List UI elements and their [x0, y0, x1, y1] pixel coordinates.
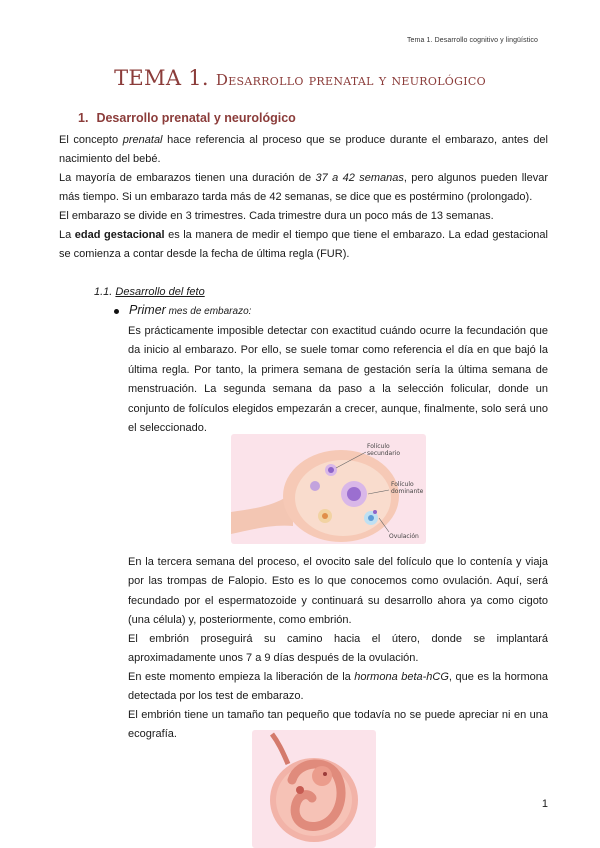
intro-paragraph-4 — [59, 226, 548, 265]
bullet-dot-icon — [114, 309, 119, 314]
section-heading — [78, 111, 296, 125]
text: En este momento empieza la liberación de la — [128, 671, 355, 683]
running-header: Tema 1. Desarrollo cognitivo y lingüístico — [406, 37, 538, 44]
text: , que es la hormona detectada por los test de embarazo. — [128, 671, 548, 703]
page-number: 1 — [541, 798, 548, 810]
emphasis: prenatal — [122, 134, 163, 146]
intro-paragraph-3: El embarazo se divide en 3 trimestres. Cada trimestre dura un poco más de 13 semanas. — [59, 210, 494, 222]
follicle-illustration — [231, 434, 426, 544]
follicle-figure — [231, 434, 426, 544]
title-rest: Desarrollo prenatal y neurológico — [215, 71, 486, 89]
bullet-small: mes de embarazo: — [165, 306, 252, 317]
embryo-illustration — [252, 730, 376, 848]
bullet-big: Primer — [129, 303, 166, 317]
subsection-heading-text: Desarrollo del feto — [115, 286, 205, 298]
emphasis: hormona beta-hCG — [354, 671, 449, 683]
intro-paragraph-1 — [59, 131, 548, 170]
subsection-heading — [94, 286, 205, 298]
section-heading-text: Desarrollo prenatal y neurológico — [96, 111, 296, 125]
label-dominant-2: dominante — [391, 488, 424, 495]
emphasis: 37 a 42 semanas — [315, 172, 404, 184]
text: hace referencia al proceso que se produce durante el embarazo, antes del nacimiento del bebé. — [59, 134, 548, 166]
page-title — [0, 66, 600, 90]
text: , pero algunos pueden llevar más tiempo. Si un embarazo tarda más de 42 semanas, se dice que es postérmino (prolongado). — [59, 172, 549, 204]
body-paragraph-4 — [128, 668, 548, 707]
label-secondary-1: Folículo — [367, 443, 390, 450]
title-main: TEMA 1. — [114, 66, 209, 90]
embryo-figure — [252, 730, 376, 848]
body-paragraph-3: El embrión proseguirá su camino hacia el útero, donde se implantará aproximadamente unos 7 a 9 días después de la ovulación. — [128, 633, 548, 665]
label-secondary-2: secundario — [367, 450, 401, 457]
body-paragraph-5: El embrión tiene un tamaño tan pequeño que todavía no se puede apreciar ni en una ecografía. — [128, 709, 548, 741]
label-ovulation: Ovulación — [389, 533, 419, 540]
strong-term: edad gestacional — [74, 229, 165, 241]
section-number: 1. — [78, 111, 89, 125]
subsection-number: 1.1. — [94, 286, 113, 298]
text: es la manera de medir el tiempo que tiene el embarazo. La edad gestacional se comienza a contar desde la fecha de última regla (FUR). — [59, 229, 548, 261]
text: El concepto — [59, 134, 123, 146]
body-paragraph-2: En la tercera semana del proceso, el ovocito sale del folículo que lo contenía y viaja por las trompas de Falopio. Esto es lo que conocemos como ovulación. Aquí, será fecundado por el espermatozoide y continuará su desarrollo ahora ya como cigoto (una célula) y, posteriormente, como embrión. — [128, 556, 548, 627]
body-paragraph-1: Es prácticamente imposible detectar con exactitud cuándo ocurre la fecundación que da inicio al embarazo. Por ello, se suele tomar como referencia el día en que bajó la última regla. Por tanto, la primera semana de gestación sería la última semana de menstruación. La segunda semana da paso a la selección folicular, donde un conjunto de folículos elegidos empezarán a crecer, aunque, finalmente, solo será uno el seleccionado. — [128, 325, 548, 435]
intro-paragraph-2 — [59, 169, 548, 208]
label-dominant-1: Folículo — [391, 481, 414, 488]
bullet-first-month — [114, 303, 251, 317]
text: La mayoría de embarazos tienen una duración de — [59, 172, 316, 184]
text: La — [59, 229, 75, 241]
